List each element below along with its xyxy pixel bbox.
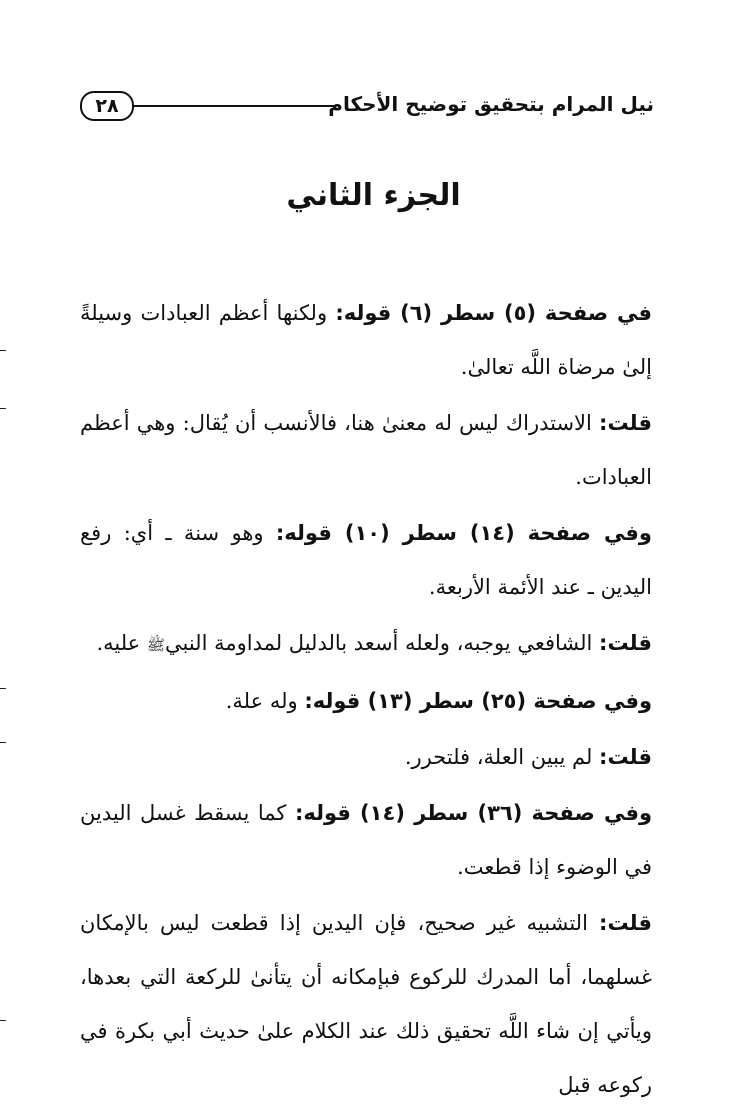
paragraph-text: كما يسقط غسل اليدين في الوضوء إذا قطعت. <box>80 801 652 879</box>
paragraph-text: التشبيه غير صحيح، فإن اليدين إذا قطعت ليس بالإمكان غسلهما، أما المدرك للركوع فبإمكانه أن يتأنىٰ للركعة التي بعدها، ويأتي إن شاء اللَّه تحقيق ذلك عند الكلام علىٰ حديث أبي بكرة في ركوعه قبل <box>80 911 652 1097</box>
paragraph <box>80 786 652 894</box>
page-number: ٢٨ <box>80 91 134 121</box>
paragraph-label: وفي صفحة (١٤) سطر (١٠) قوله: <box>275 521 652 545</box>
paragraph <box>80 674 652 728</box>
running-header <box>80 89 654 129</box>
body-text <box>80 286 652 1114</box>
salawat-symbol: ﷺ <box>146 636 165 654</box>
paragraph <box>80 616 652 672</box>
header-rule <box>134 105 334 107</box>
margin-mark <box>0 1020 6 1021</box>
paragraph <box>80 896 652 1112</box>
paragraph-label: قلت: <box>599 631 652 655</box>
paragraph-label: قلت: <box>599 411 652 435</box>
paragraph-label: قلت: <box>599 745 652 769</box>
paragraph-text: ولكنها أعظم العبادات وسيلةً إلىٰ مرضاة اللَّه تعالىٰ. <box>80 301 652 379</box>
paragraph-label: وفي صفحة (٣٦) سطر (١٤) قوله: <box>294 801 653 825</box>
margin-mark <box>0 688 6 689</box>
margin-mark <box>0 350 6 351</box>
margin-mark <box>0 742 6 743</box>
paragraph <box>80 730 652 784</box>
margin-mark <box>0 408 6 409</box>
paragraph-label: وفي صفحة (٢٥) سطر (١٣) قوله: <box>304 689 652 713</box>
paragraph <box>80 506 652 614</box>
paragraph <box>80 286 652 394</box>
book-title: نيل المرام بتحقيق توضيح الأحكام <box>328 92 654 116</box>
part-title: الجزء الثاني <box>286 178 461 213</box>
paragraph-text: وله علة. <box>225 689 305 713</box>
paragraph-label: في صفحة (٥) سطر (٦) قوله: <box>335 301 652 325</box>
paragraph <box>80 396 652 504</box>
paragraph-text: الاستدراك ليس له معنىٰ هنا، فالأنسب أن يُقال: وهي أعظم العبادات. <box>80 411 652 489</box>
paragraph-text: الشافعي يوجبه، ولعله أسعد بالدليل لمداومة النبي <box>165 631 600 655</box>
paragraph-label: قلت: <box>599 911 652 935</box>
paragraph-text: وهو سنة ـ أي: رفع اليدين ـ عند الأئمة الأربعة. <box>80 521 652 599</box>
paragraph-text: عليه. <box>96 631 147 655</box>
paragraph-text: لم يبين العلة، فلتحرر. <box>404 745 600 769</box>
